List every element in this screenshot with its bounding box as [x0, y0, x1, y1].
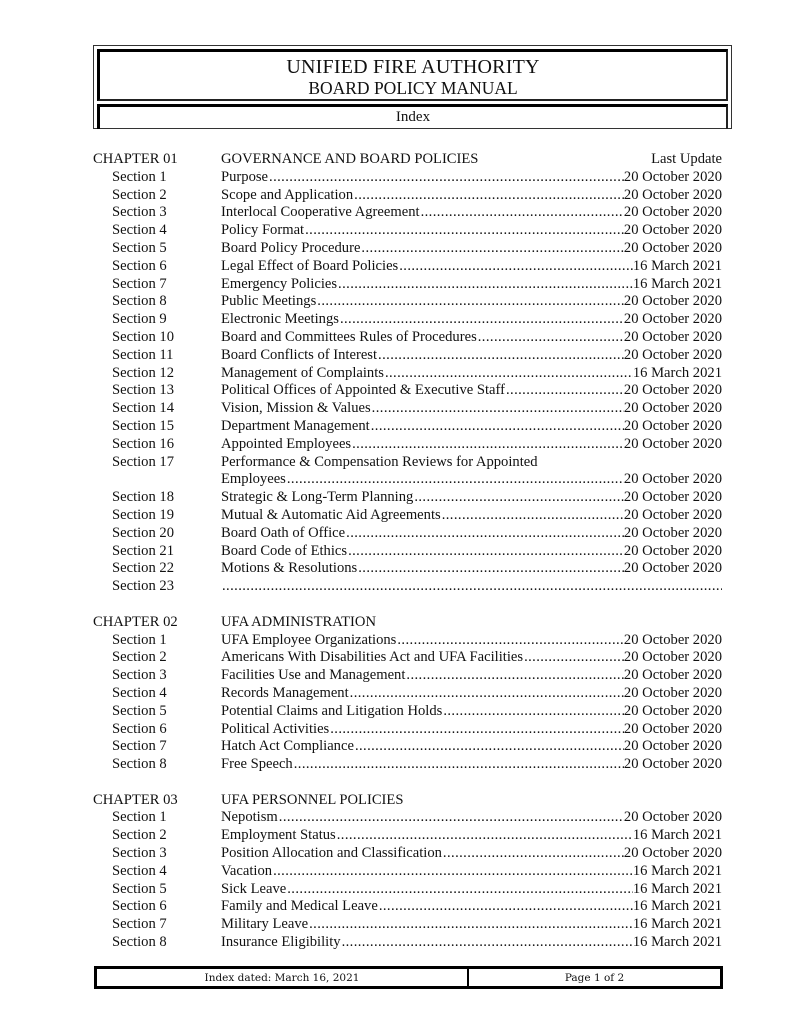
- section-title: Facilities Use and Management: [221, 667, 406, 684]
- section-entry[interactable]: [221, 400, 722, 418]
- page-footer: [94, 966, 723, 989]
- section-date: 20 October 2020: [623, 524, 722, 541]
- section-row[interactable]: [93, 578, 722, 596]
- section-title: Management of Complaints: [221, 364, 384, 381]
- section-entry[interactable]: [221, 898, 722, 916]
- section-date: 16 March 2021: [632, 275, 722, 292]
- section-row[interactable]: [93, 293, 722, 311]
- section-row[interactable]: [93, 863, 722, 881]
- section-title: Sick Leave: [221, 880, 287, 897]
- section-label: Section 9: [112, 311, 167, 328]
- section-row[interactable]: [93, 809, 722, 827]
- section-label: Section 12: [112, 364, 175, 381]
- title-box: [97, 49, 728, 101]
- section-label: Section 3: [112, 845, 167, 862]
- section-row[interactable]: [93, 916, 722, 934]
- section-entry[interactable]: [221, 543, 722, 561]
- dot-leader: [350, 685, 624, 703]
- section-title: Vision, Mission & Values: [221, 400, 371, 417]
- dot-leader: [524, 649, 624, 667]
- section-title: Board Conflicts of Interest: [221, 346, 378, 363]
- dot-leader: [478, 329, 624, 347]
- section-row[interactable]: [93, 934, 722, 952]
- dot-leader: [287, 471, 624, 489]
- section-date: 20 October 2020: [623, 560, 722, 577]
- section-entry[interactable]: [221, 667, 722, 685]
- chapter-title-text: GOVERNANCE AND BOARD POLICIES: [221, 151, 479, 167]
- section-row[interactable]: [93, 845, 722, 863]
- section-label: Section 19: [112, 506, 175, 523]
- dot-leader: [337, 827, 633, 845]
- chapter-heading-row: [93, 614, 722, 632]
- section-entry[interactable]: [221, 685, 722, 703]
- section-entry[interactable]: [221, 721, 722, 739]
- section-entry[interactable]: [221, 311, 722, 329]
- section-label: Section 5: [112, 702, 167, 719]
- section-entry[interactable]: [221, 222, 722, 240]
- section-title: Employment Status: [221, 827, 336, 844]
- section-row[interactable]: [93, 311, 722, 329]
- section-title: Motions & Resolutions: [221, 560, 358, 577]
- dot-leader: [506, 382, 624, 400]
- section-title: Family and Medical Leave: [221, 898, 378, 915]
- section-entry[interactable]: [221, 863, 722, 881]
- section-date: 20 October 2020: [623, 417, 722, 434]
- chapter-spacer: [93, 596, 722, 614]
- section-entry[interactable]: [221, 436, 722, 454]
- section-label: Section 8: [112, 756, 167, 773]
- section-entry[interactable]: [221, 809, 722, 827]
- section-date: 16 March 2021: [632, 257, 722, 274]
- section-title-continued: Employees: [221, 471, 286, 488]
- section-row[interactable]: [93, 347, 722, 365]
- section-entry[interactable]: [221, 169, 722, 187]
- section-entry[interactable]: [221, 578, 722, 596]
- dot-leader: [305, 222, 624, 240]
- section-date: 20 October 2020: [623, 631, 722, 648]
- section-date: 20 October 2020: [623, 293, 722, 310]
- section-row[interactable]: [93, 365, 722, 383]
- section-entry[interactable]: [221, 916, 722, 934]
- section-date: 20 October 2020: [623, 186, 722, 203]
- section-row[interactable]: [93, 418, 722, 436]
- dot-leader: [361, 240, 623, 258]
- section-label: Section 15: [112, 417, 175, 434]
- section-row[interactable]: [93, 703, 722, 721]
- dot-leader: [330, 721, 624, 739]
- index-date: Index dated: March 16, 2021: [97, 969, 469, 986]
- section-entry[interactable]: [221, 934, 722, 952]
- dot-leader: [309, 916, 633, 934]
- section-label: Section 4: [112, 862, 167, 879]
- page-number: Page 1 of 2: [564, 971, 625, 984]
- section-title: Legal Effect of Board Policies: [221, 257, 399, 274]
- dot-leader: [358, 560, 624, 578]
- section-title: Board Oath of Office: [221, 524, 346, 541]
- section-title: Nepotism: [221, 809, 278, 826]
- section-entry[interactable]: [221, 471, 722, 489]
- section-entry[interactable]: [221, 560, 722, 578]
- section-title: Interlocal Cooperative Agreement: [221, 204, 420, 221]
- section-date: 20 October 2020: [623, 738, 722, 755]
- section-title: Purpose: [221, 168, 269, 185]
- section-label: Section 23: [112, 578, 175, 595]
- section-date: 16 March 2021: [632, 862, 722, 879]
- section-row[interactable]: [93, 400, 722, 418]
- dot-leader: [348, 543, 624, 561]
- section-label: Section 3: [112, 667, 167, 684]
- section-date: 20 October 2020: [623, 382, 722, 399]
- section-entry[interactable]: [221, 632, 722, 650]
- section-date: 20 October 2020: [623, 346, 722, 363]
- dot-leader: [414, 489, 624, 507]
- section-entry[interactable]: [221, 454, 722, 472]
- section-date: 20 October 2020: [623, 649, 722, 666]
- section-date: 16 March 2021: [632, 827, 722, 844]
- section-date: 20 October 2020: [623, 845, 722, 862]
- dot-leader: [379, 898, 633, 916]
- section-row[interactable]: [93, 382, 722, 400]
- section-entry[interactable]: [221, 240, 722, 258]
- section-date: 16 March 2021: [632, 880, 722, 897]
- section-date: 20 October 2020: [623, 720, 722, 737]
- section-row[interactable]: [93, 827, 722, 845]
- section-date: 20 October 2020: [623, 489, 722, 506]
- chapter-title: [221, 614, 722, 632]
- table-of-contents: [93, 151, 722, 952]
- dot-leader: [355, 738, 624, 756]
- section-title: Americans With Disabilities Act and UFA Facilities: [221, 649, 524, 666]
- dot-leader: [346, 525, 624, 543]
- section-entry[interactable]: [221, 276, 722, 294]
- section-title: Emergency Policies: [221, 275, 338, 292]
- section-row[interactable]: [93, 738, 722, 756]
- section-row[interactable]: [93, 489, 722, 507]
- section-label: Section 2: [112, 186, 167, 203]
- section-title: Board Code of Ethics: [221, 542, 348, 559]
- section-entry[interactable]: [221, 489, 722, 507]
- section-label: Section 14: [112, 400, 175, 417]
- section-row[interactable]: [93, 721, 722, 739]
- section-entry[interactable]: [221, 347, 722, 365]
- section-label: Section 1: [112, 168, 167, 185]
- section-row[interactable]: [93, 881, 722, 899]
- section-title: Department Management: [221, 417, 370, 434]
- chapter-title-text: UFA ADMINISTRATION: [221, 613, 376, 630]
- section-label: Section 16: [112, 435, 175, 452]
- index-label: Index: [395, 109, 431, 125]
- section-label: Section 3: [112, 204, 167, 221]
- section-entry[interactable]: [221, 329, 722, 347]
- dot-leader: [342, 934, 633, 952]
- dot-leader: [421, 204, 624, 222]
- section-row[interactable]: [93, 543, 722, 561]
- dot-leader: [397, 632, 624, 650]
- chapter-number: CHAPTER 03: [93, 791, 178, 808]
- section-label: Section 17: [112, 453, 175, 470]
- section-entry[interactable]: [221, 525, 722, 543]
- section-date: 20 October 2020: [623, 702, 722, 719]
- dot-leader: [354, 187, 624, 205]
- section-title: Board and Committees Rules of Procedures: [221, 328, 477, 345]
- dot-leader: [442, 507, 624, 525]
- document-header: [93, 45, 732, 129]
- section-date: 20 October 2020: [623, 239, 722, 256]
- section-date: 20 October 2020: [623, 204, 722, 221]
- section-row[interactable]: [93, 685, 722, 703]
- manual-title: BOARD POLICY MANUAL: [308, 78, 518, 98]
- section-title: Public Meetings: [221, 293, 317, 310]
- dot-leader: [443, 703, 624, 721]
- section-label: Section 13: [112, 382, 175, 399]
- section-label: Section 8: [112, 293, 167, 310]
- chapter-heading-row: [93, 151, 722, 169]
- section-row[interactable]: [93, 169, 722, 187]
- section-date: 20 October 2020: [623, 471, 722, 488]
- section-date: 20 October 2020: [623, 311, 722, 328]
- section-label: Section 22: [112, 560, 175, 577]
- section-title: Board Policy Procedure: [221, 239, 361, 256]
- section-title: Vacation: [221, 862, 273, 879]
- section-title: Electronic Meetings: [221, 311, 339, 328]
- section-title: Records Management: [221, 684, 349, 701]
- section-row[interactable]: [93, 454, 722, 472]
- section-entry[interactable]: [221, 187, 722, 205]
- section-entry[interactable]: [221, 845, 722, 863]
- section-date: 20 October 2020: [623, 809, 722, 826]
- section-date: 20 October 2020: [623, 756, 722, 773]
- section-label: Section 6: [112, 720, 167, 737]
- section-title: Hatch Act Compliance: [221, 738, 354, 755]
- section-entry[interactable]: [221, 507, 722, 525]
- dot-leader: [222, 578, 722, 596]
- section-title: Free Speech: [221, 756, 293, 773]
- section-entry[interactable]: [221, 293, 722, 311]
- section-label: Section 8: [112, 934, 167, 951]
- dot-leader: [372, 400, 624, 418]
- dot-leader: [317, 293, 624, 311]
- section-title: Performance & Compensation Reviews for Appointed: [221, 453, 538, 470]
- section-row[interactable]: [93, 222, 722, 240]
- section-row[interactable]: [93, 632, 722, 650]
- section-date: 20 October 2020: [623, 667, 722, 684]
- section-row[interactable]: [93, 898, 722, 916]
- chapter-number: CHAPTER 01: [93, 151, 178, 167]
- dot-leader: [406, 667, 624, 685]
- section-entry[interactable]: [221, 756, 722, 774]
- section-row-continued[interactable]: [93, 471, 722, 489]
- section-entry[interactable]: [221, 827, 722, 845]
- section-label: Section 4: [112, 222, 167, 239]
- dot-leader: [273, 863, 633, 881]
- section-label: Section 4: [112, 684, 167, 701]
- section-title: Mutual & Automatic Aid Agreements: [221, 506, 441, 523]
- section-entry[interactable]: [221, 703, 722, 721]
- section-entry[interactable]: [221, 258, 722, 276]
- chapter-title: [221, 151, 722, 169]
- section-row[interactable]: [93, 204, 722, 222]
- section-label: Section 1: [112, 631, 167, 648]
- section-label: Section 11: [112, 346, 174, 363]
- section-date: 20 October 2020: [623, 222, 722, 239]
- section-title: Appointed Employees: [221, 435, 352, 452]
- dot-leader: [385, 365, 633, 383]
- section-row[interactable]: [93, 525, 722, 543]
- section-title: Policy Format: [221, 222, 305, 239]
- section-row[interactable]: [93, 240, 722, 258]
- chapter-title: [221, 792, 722, 810]
- section-date: 16 March 2021: [632, 898, 722, 915]
- section-date: 20 October 2020: [623, 684, 722, 701]
- section-row[interactable]: [93, 276, 722, 294]
- dot-leader: [443, 845, 624, 863]
- section-label: Section 7: [112, 275, 167, 292]
- section-title: Military Leave: [221, 916, 309, 933]
- section-row[interactable]: [93, 436, 722, 454]
- section-row[interactable]: [93, 649, 722, 667]
- section-label: Section 5: [112, 880, 167, 897]
- dot-leader: [287, 881, 633, 899]
- section-title: UFA Employee Organizations: [221, 631, 397, 648]
- section-entry[interactable]: [221, 382, 722, 400]
- dot-leader: [371, 418, 624, 436]
- section-entry[interactable]: [221, 738, 722, 756]
- dot-leader: [352, 436, 624, 454]
- section-label: Section 7: [112, 916, 167, 933]
- section-date: 20 October 2020: [623, 542, 722, 559]
- section-label: Section 7: [112, 738, 167, 755]
- chapter-number: CHAPTER 02: [93, 613, 178, 630]
- section-title: Position Allocation and Classification: [221, 845, 442, 862]
- section-date: 20 October 2020: [623, 400, 722, 417]
- section-title: Potential Claims and Litigation Holds: [221, 702, 443, 719]
- section-title: Scope and Application: [221, 186, 354, 203]
- index-label-box: [97, 104, 728, 129]
- section-date: 20 October 2020: [623, 168, 722, 185]
- section-row[interactable]: [93, 258, 722, 276]
- section-row[interactable]: [93, 560, 722, 578]
- dot-leader: [279, 809, 624, 827]
- dot-leader: [269, 169, 624, 187]
- chapter-heading-row: [93, 792, 722, 810]
- section-entry[interactable]: [221, 881, 722, 899]
- section-date: 16 March 2021: [632, 916, 722, 933]
- section-label: Section 2: [112, 649, 167, 666]
- section-row[interactable]: [93, 667, 722, 685]
- dot-leader: [399, 258, 633, 276]
- section-label: Section 6: [112, 898, 167, 915]
- chapter-title-text: UFA PERSONNEL POLICIES: [221, 791, 404, 808]
- section-title: Political Activities: [221, 720, 330, 737]
- dot-leader: [338, 276, 633, 294]
- chapter-spacer: [93, 774, 722, 792]
- section-label: Section 10: [112, 328, 175, 345]
- section-label: Section 21: [112, 542, 175, 559]
- section-date: 20 October 2020: [623, 328, 722, 345]
- section-label: Section 2: [112, 827, 167, 844]
- section-entry[interactable]: [221, 418, 722, 436]
- organization-title: UNIFIED FIRE AUTHORITY: [286, 56, 540, 78]
- section-date: 20 October 2020: [623, 506, 722, 523]
- section-label: Section 6: [112, 257, 167, 274]
- section-label: Section 5: [112, 239, 167, 256]
- dot-leader: [378, 347, 624, 365]
- section-entry[interactable]: [221, 365, 722, 383]
- section-title: Strategic & Long-Term Planning: [221, 489, 414, 506]
- section-label: Section 1: [112, 809, 167, 826]
- section-date: 16 March 2021: [632, 934, 722, 951]
- section-row[interactable]: [93, 187, 722, 205]
- section-date: 20 October 2020: [623, 435, 722, 452]
- section-row[interactable]: [93, 329, 722, 347]
- section-entry[interactable]: [221, 649, 722, 667]
- dot-leader: [340, 311, 624, 329]
- section-title: Insurance Eligibility: [221, 934, 341, 951]
- section-row[interactable]: [93, 507, 722, 525]
- section-label: Section 20: [112, 524, 175, 541]
- section-entry[interactable]: [221, 204, 722, 222]
- last-update-header: Last Update: [651, 151, 722, 167]
- section-label: Section 18: [112, 489, 175, 506]
- dot-leader: [294, 756, 624, 774]
- section-title: Political Offices of Appointed & Executive Staff: [221, 382, 505, 399]
- section-row[interactable]: [93, 756, 722, 774]
- section-date: 16 March 2021: [632, 364, 722, 381]
